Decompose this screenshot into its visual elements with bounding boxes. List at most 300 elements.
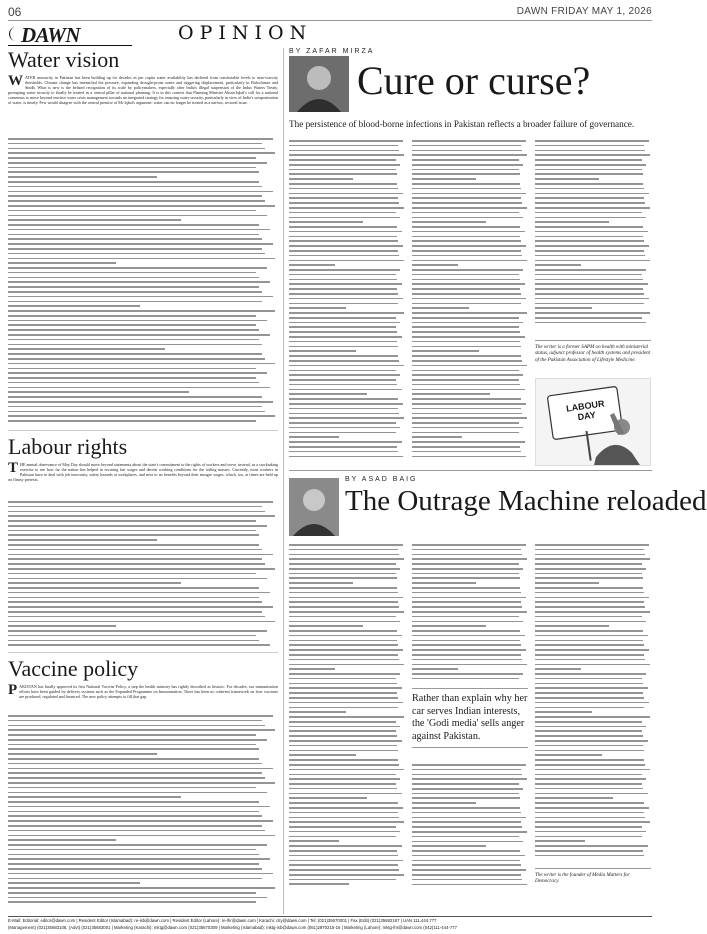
text-line [412, 778, 527, 780]
pull-quote: Rather than explain why her car serves Indian interests, the 'Godi media' sells anger against Pakistan. [412, 688, 528, 748]
editorial-labour [8, 430, 278, 650]
text-line [8, 830, 265, 832]
editorial-water [8, 48, 278, 428]
text-line [289, 692, 397, 694]
text-line [8, 348, 165, 350]
text-line [8, 763, 262, 765]
text-line [535, 269, 646, 271]
text-line [535, 826, 642, 828]
text-line [289, 640, 397, 642]
text-line [412, 446, 520, 448]
text-line [412, 573, 519, 575]
text-line [535, 193, 649, 195]
standfirst: The persistence of blood-borne infections in Pakistan reflects a broader failure of governance. [289, 119, 635, 129]
text-line [412, 288, 520, 290]
text-line [289, 446, 397, 448]
text-line [289, 264, 335, 266]
text-line [8, 630, 267, 632]
text-line [535, 673, 646, 675]
writer-bio: The writer is a former SAPM on health with ministerial status, adjunct professor of health systems and president of the Pakistan Association of Lifestyle Medicine. [535, 340, 651, 363]
text-line [412, 664, 527, 666]
footer-contact-line-2: (Management) (021)35683108, (Advt) (021)35683001 | Marketing (Karachi): mktg@dawn.com (021)35670309 | Marketing (Islamabad): mktg-isb@dawn.com (051)2870215-16 | Marketing (Lahore): mktg-lhr@dawn.com (042)111-444-777 [8, 925, 458, 930]
text-line [535, 726, 646, 728]
text-line [289, 212, 396, 214]
text-line [8, 587, 259, 589]
text-line [412, 769, 521, 771]
text-line [8, 324, 256, 326]
text-line [412, 417, 527, 419]
text-line [8, 501, 273, 503]
text-line [412, 350, 479, 352]
footer-contact-line-1: E-Mail: Editorial: editor@dawn.com | Resident Editor (Islamabad): re-isb@dawn.com | Resident Editor (Lahore): re-lhr@dawn.com | Karachi: city@dawn.com | Tel: (021)35670001 | Fax (Edit) (021)35682187 | UAN 111.444.777 [8, 918, 437, 923]
text-line [289, 635, 402, 637]
text-line [289, 587, 397, 589]
text-line [8, 219, 181, 221]
text-line [412, 202, 522, 204]
text-line [412, 563, 519, 565]
text-line [535, 549, 644, 551]
text-line [289, 874, 404, 876]
date-line: DAWN FRIDAY MAY 1, 2026 [516, 6, 652, 17]
text-line [535, 212, 642, 214]
text-line [412, 255, 522, 257]
text-line [289, 831, 400, 833]
text-line [412, 140, 526, 142]
text-line [8, 210, 256, 212]
text-line [535, 855, 644, 857]
text-line [289, 793, 402, 795]
text-line [412, 812, 521, 814]
text-line [8, 377, 256, 379]
text-line [412, 159, 519, 161]
text-line [289, 812, 398, 814]
text-line [8, 305, 140, 307]
text-line [8, 339, 259, 341]
text-line [412, 212, 519, 214]
text-line [8, 901, 256, 903]
text-line [8, 882, 140, 884]
text-line [535, 845, 648, 847]
text-line [289, 393, 367, 395]
text-line [8, 815, 262, 817]
text-line [289, 274, 396, 276]
article-body-col-a [289, 544, 405, 890]
text-line [412, 413, 522, 415]
text-line [535, 678, 642, 680]
editorial-title: Labour rights [8, 434, 128, 459]
text-line [8, 401, 273, 403]
text-line [535, 635, 648, 637]
text-line [412, 441, 525, 443]
text-line [412, 587, 520, 589]
text-line [289, 293, 398, 295]
text-line [289, 582, 353, 584]
text-line [535, 317, 642, 319]
text-line [8, 534, 259, 536]
text-line [289, 346, 398, 348]
text-line [289, 711, 346, 713]
text-line [8, 368, 256, 370]
text-line [412, 774, 522, 776]
text-line [535, 807, 649, 809]
text-line [8, 406, 262, 408]
text-line [535, 298, 649, 300]
text-line [8, 792, 267, 794]
text-line [289, 217, 400, 219]
text-line [535, 797, 613, 799]
text-line [289, 869, 399, 871]
top-rule [8, 20, 652, 21]
text-line [8, 772, 262, 774]
text-line [8, 739, 267, 741]
text-line [412, 279, 520, 281]
text-line [535, 283, 648, 285]
text-line [412, 855, 525, 857]
text-line [412, 150, 522, 152]
text-line [8, 539, 157, 541]
text-line [289, 389, 402, 391]
text-line [412, 831, 527, 833]
text-line [8, 858, 270, 860]
text-line [412, 188, 521, 190]
text-line [289, 883, 349, 885]
text-line [289, 298, 403, 300]
text-line [535, 683, 643, 685]
text-line [289, 226, 397, 228]
text-line [8, 601, 262, 603]
dawn-logo [8, 22, 132, 46]
text-line [289, 668, 335, 670]
text-line [412, 303, 521, 305]
text-line [289, 154, 404, 156]
logo-text: DAWN [21, 23, 81, 47]
text-line [8, 286, 259, 288]
text-line [412, 836, 519, 838]
text-line [535, 236, 643, 238]
text-line [535, 850, 643, 852]
text-line [412, 864, 521, 866]
writer-bio: The writer is the founder of Media Matters for Democracy. [535, 868, 651, 885]
text-line [289, 422, 396, 424]
text-line [8, 171, 259, 173]
text-line [535, 817, 645, 819]
page-number: 06 [8, 5, 22, 19]
text-line [412, 558, 527, 560]
text-line [8, 720, 262, 722]
text-line [412, 355, 521, 357]
text-line [412, 644, 521, 646]
text-line [8, 181, 259, 183]
text-line [412, 783, 519, 785]
text-line [289, 221, 363, 223]
text-line [289, 279, 397, 281]
text-line [289, 544, 403, 546]
text-line [289, 597, 403, 599]
article-body-col-b [412, 140, 528, 466]
text-line [535, 707, 644, 709]
text-line [535, 697, 644, 699]
text-line [535, 159, 642, 161]
text-line [289, 774, 396, 776]
text-line [289, 778, 400, 780]
text-line [289, 303, 398, 305]
text-line [8, 768, 273, 770]
text-line [289, 826, 396, 828]
text-line [289, 398, 398, 400]
text-line [535, 207, 650, 209]
text-line [8, 806, 270, 808]
text-line [535, 250, 644, 252]
text-line [289, 563, 396, 565]
text-line [535, 840, 585, 842]
editorial-lead: WATER insecurity in Pakistan has been building up for decades as per capita water availability has declined from comfortable levels to near-scarcity thresholds. Climate change has intensified the pressure, expanding drought-prone zones and triggering displacement, particularly in Balochistan and Sindh. What is new is the belated recognition of its scale by policymakers, especially after India's illegal suspension of the Indus Waters Treaty, prompting water security to finally be treated as a central pillar of national planning. It is in this context that Planning Minister Ahsan Iqbal's call for a national consensus to move beyond reactive water crisis management towards an integrated strategy for ensuring water security, particularly in view of India's weaponisation of water, is timely. Few would disagree with the central premise of Mr Iqbal's argument: water can no longer be treated as a narrow, sectoral issue. [8, 73, 278, 105]
drop-cap: T [8, 460, 19, 476]
text-line [8, 729, 275, 731]
text-line [535, 568, 646, 570]
text-line [412, 346, 521, 348]
text-line [289, 140, 403, 142]
text-line [289, 616, 396, 618]
text-line [535, 735, 643, 737]
text-line [535, 226, 643, 228]
text-line [8, 616, 265, 618]
text-line [289, 202, 399, 204]
text-line [289, 855, 398, 857]
text-line [8, 372, 267, 374]
text-line [289, 625, 363, 627]
text-line [289, 821, 404, 823]
text-line [8, 811, 259, 813]
text-line [289, 611, 404, 613]
text-line [412, 336, 525, 338]
text-line [8, 152, 275, 154]
text-line [535, 140, 649, 142]
text-line [289, 326, 396, 328]
text-line [289, 159, 396, 161]
text-line [289, 173, 397, 175]
text-line [8, 506, 262, 508]
text-line [535, 730, 642, 732]
text-line [412, 145, 521, 147]
text-line [8, 281, 270, 283]
text-line [289, 260, 404, 262]
text-line [412, 322, 523, 324]
text-line [412, 312, 527, 314]
text-line [535, 821, 650, 823]
text-line [8, 387, 270, 389]
text-line [412, 221, 486, 223]
text-line [535, 664, 650, 666]
text-line [535, 692, 643, 694]
text-line [8, 748, 259, 750]
text-line [412, 331, 520, 333]
article-body-col-c [535, 140, 651, 330]
text-line [8, 215, 267, 217]
text-line [412, 379, 519, 381]
text-line [289, 188, 398, 190]
text-line [535, 231, 648, 233]
text-line [412, 226, 520, 228]
text-line [289, 554, 399, 556]
text-line [412, 269, 523, 271]
text-line [412, 365, 527, 367]
text-line [412, 169, 519, 171]
text-line [8, 296, 273, 298]
text-line [289, 573, 396, 575]
text-line [412, 250, 521, 252]
text-line [289, 568, 400, 570]
text-line [8, 363, 275, 365]
text-line [412, 422, 519, 424]
text-line [412, 398, 521, 400]
text-line [412, 630, 520, 632]
text-line [289, 413, 399, 415]
text-line [535, 577, 643, 579]
text-line [535, 764, 645, 766]
column-divider [283, 48, 284, 914]
text-line [8, 229, 270, 231]
column-outrage [289, 474, 707, 914]
text-line [535, 255, 645, 257]
text-line [8, 511, 265, 513]
text-line [8, 148, 265, 150]
text-line [535, 145, 644, 147]
illustration-sign-text: LABOUR DAY [565, 398, 606, 423]
text-line [289, 601, 398, 603]
text-line [535, 802, 644, 804]
text-line [8, 801, 259, 803]
text-line [412, 817, 526, 819]
text-line [8, 887, 275, 889]
text-line [412, 326, 519, 328]
text-line [289, 245, 403, 247]
text-line [289, 255, 399, 257]
footer-rule [8, 916, 652, 917]
text-line [289, 754, 356, 756]
text-line [535, 303, 644, 305]
editorial-lead: THE annual observance of May Day should move beyond statements about the state's commitment to the rights of workers and serve, instead, as a stocktaking exercise to see how far the nation has helped in securing fair wages and decent working conditions for the toiling masses. Currently, most workers in Pakistan have to deal with job insecurity, safety hazards at workplaces, and next to no benefits beyond their meagre wages, which, too, at times are held up on flimsy pretexts. [8, 460, 278, 482]
text-line [535, 687, 648, 689]
text-line [289, 659, 399, 661]
text-line [535, 279, 643, 281]
text-line [8, 744, 256, 746]
text-line [412, 307, 469, 309]
text-line [412, 245, 526, 247]
text-line [412, 860, 520, 862]
text-line [412, 659, 522, 661]
text-line [412, 370, 519, 372]
text-line [412, 606, 522, 608]
text-line [289, 678, 396, 680]
text-line [8, 138, 273, 140]
text-line [412, 554, 522, 556]
text-line [412, 874, 521, 876]
text-line [289, 183, 397, 185]
text-line [289, 350, 356, 352]
text-line [289, 577, 397, 579]
text-line [289, 436, 339, 438]
text-line [412, 451, 521, 453]
text-line [289, 788, 397, 790]
text-line [8, 420, 256, 422]
text-line [8, 625, 116, 627]
text-line [535, 169, 642, 171]
text-line [289, 764, 399, 766]
text-line [289, 164, 400, 166]
text-line [412, 283, 525, 285]
text-line [412, 408, 521, 410]
text-line [289, 879, 396, 881]
text-line [535, 750, 644, 752]
text-line [535, 293, 644, 295]
text-line [8, 143, 262, 145]
article-body-col-b1 [412, 544, 528, 684]
text-line [535, 322, 646, 324]
text-line [535, 711, 592, 713]
text-line [8, 277, 259, 279]
text-line [8, 868, 262, 870]
text-line [535, 611, 650, 613]
text-line [289, 759, 398, 761]
text-line [8, 825, 262, 827]
text-line [535, 221, 609, 223]
text-line [289, 288, 397, 290]
text-line [8, 157, 256, 159]
text-line [8, 787, 256, 789]
text-line [289, 355, 398, 357]
text-line [289, 441, 402, 443]
text-line [289, 312, 404, 314]
text-line [8, 382, 259, 384]
text-line [412, 298, 526, 300]
text-line [289, 621, 400, 623]
author-photo [289, 478, 339, 536]
text-line [535, 154, 650, 156]
text-line [289, 726, 400, 728]
text-line [535, 621, 646, 623]
text-line [412, 668, 458, 670]
text-line [8, 640, 259, 642]
text-line [535, 260, 650, 262]
text-line [8, 873, 273, 875]
text-line [412, 207, 527, 209]
text-line [535, 183, 643, 185]
text-line [289, 558, 404, 560]
text-line [412, 260, 527, 262]
text-line [289, 307, 346, 309]
text-line [289, 606, 399, 608]
text-line [535, 274, 642, 276]
text-line [8, 558, 262, 560]
text-line [412, 264, 458, 266]
text-line [8, 195, 262, 197]
text-line [8, 854, 259, 856]
text-line [289, 193, 403, 195]
text-line [289, 322, 400, 324]
text-line [412, 154, 527, 156]
text-line [535, 554, 645, 556]
text-line [8, 353, 262, 355]
text-line [8, 578, 267, 580]
text-line [412, 611, 527, 613]
text-line [289, 178, 353, 180]
text-line [412, 797, 520, 799]
headline: Cure or curse? [357, 58, 591, 103]
text-line [289, 370, 396, 372]
text-line [535, 812, 644, 814]
text-line [8, 234, 259, 236]
byline: BY ZAFAR MIRZA [289, 48, 375, 55]
